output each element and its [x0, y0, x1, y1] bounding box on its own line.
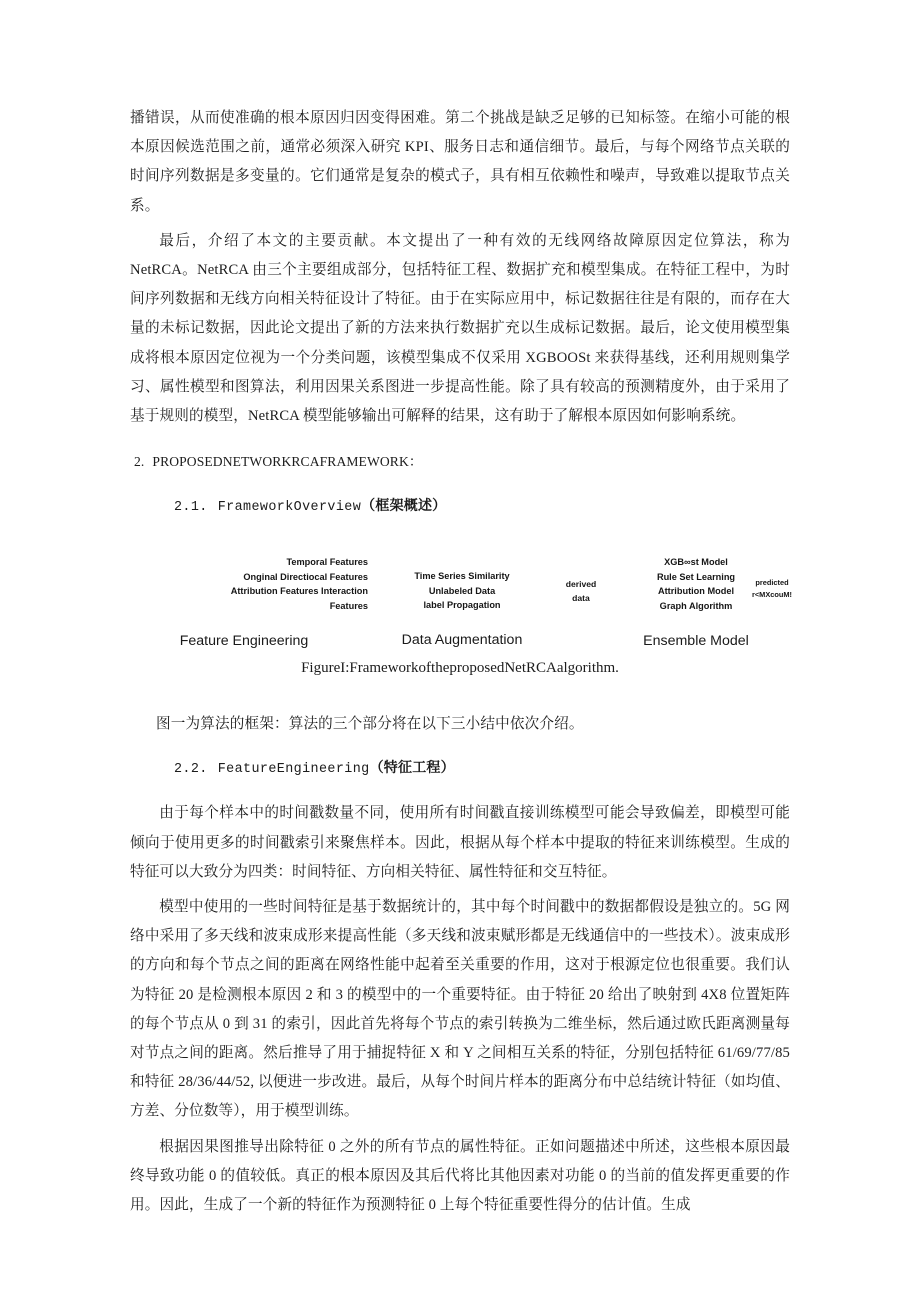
subsection-2-1-title-cn: （框架概述）: [361, 499, 447, 515]
figure-connector-derived-data: [550, 578, 612, 605]
subsection-heading-2-1: [174, 491, 790, 523]
figure-connector-2-line-2: r<MXcouM!: [751, 590, 793, 600]
section-heading-2: [134, 447, 790, 477]
subsection-2-1-title-en: FrameworkOverview: [217, 500, 362, 516]
subsection-2-1-number: 2.1.: [174, 500, 208, 516]
figure-item: Unlabeled Data: [428, 585, 496, 596]
figure-item: Time Series Similarity: [414, 571, 510, 582]
figure-item: Attribution Features Interaction: [230, 586, 368, 597]
figure-column-1-title: Feature Engineering: [179, 632, 309, 649]
figure-item: Attribution Model: [657, 586, 735, 597]
figure-item: Rule Set Learning: [656, 571, 736, 582]
paragraph-1: 播错误，从而使准确的根本原因归因变得困难。第二个挑战是缺乏足够的已知标签。在缩小可能的根本原因候选范围之前，通常必须深入研究 KPI、服务日志和通信细节。最后，与每个网络节点关联的时间序列数据是多变量的。它们通常是复杂的模式子，具有相互依赖性和噪声，导致难以提取节点关系。: [130, 110, 790, 214]
section-heading-2-title: PROPOSEDNETWORKRCAFRAMEWORK：: [152, 454, 423, 470]
paragraph-6: 根据因果图推导出除特征 0 之外的所有节点的属性特征。正如问题描述中所述，这些根本原因最终导致功能 0 的值较低。真正的根本原因及其后代将比其他因素对功能 0 的当前的值发挥更重要的作用。因此，生成了一个新的特征作为预测特征 0 上每个特征重要性得分的估计值。生成: [130, 1138, 790, 1214]
framework-figure: [130, 549, 793, 677]
figure-column-2-items: [380, 569, 544, 613]
subsection-2-2-title-en: FeatureEngineering: [217, 762, 370, 778]
figure-column-ensemble-model: [616, 555, 776, 648]
figure-item: Temporal Features: [286, 557, 368, 568]
subsection-heading-2-2: [174, 753, 790, 785]
subsection-2-2-number: 2.2.: [174, 762, 208, 778]
page-content: [130, 104, 793, 1226]
figure-connector-1-line-1: derived: [565, 579, 597, 590]
figure-connector-2-line-1: predicted: [755, 578, 789, 588]
figure-column-data-augmentation: [380, 569, 544, 648]
figure-column-1-items: [130, 555, 368, 613]
figure-item: label Propagation: [423, 600, 501, 611]
paragraph-4: 由于每个样本中的时间戳数量不同，使用所有时间戳直接训练模型可能会导致偏差，即模型可能倾向于使用更多的时间戳索引来聚焦样本。因此，根据从每个样本中提取的特征来训练模型。生成的特征可以大致分为四类：时间特征、方向相关特征、属性特征和交互特征。: [130, 805, 790, 880]
figure-caption: FigureI:FrameworkoftheproposedNetRCAalgorithm.: [301, 660, 619, 677]
figure-column-3-title: Ensemble Model: [643, 632, 749, 649]
figure-connector-predicted-results: [734, 577, 810, 601]
paragraph-3: 图一为算法的框架：算法的三个部分将在以下三小结中依次介绍。: [156, 716, 584, 733]
subsection-2-2-title-cn: （特征工程）: [369, 761, 455, 777]
section-heading-2-number: 2.: [134, 454, 145, 470]
figure-item: Graph Algorithm: [659, 601, 733, 612]
figure-item: Features: [329, 601, 368, 612]
figure-connector-1-line-2: data: [572, 592, 590, 603]
figure-column-2-title: Data Augmentation: [401, 632, 523, 649]
figure-column-feature-engineering: [130, 555, 368, 648]
figure-item: Onginal Directiocal Features: [243, 571, 368, 582]
figure-item: XGB∞st Model: [664, 557, 728, 568]
paragraph-2: 最后，介绍了本文的主要贡献。本文提出了一种有效的无线网络故障原因定位算法，称为 NetRCA。NetRCA 由三个主要组成部分，包括特征工程、数据扩充和模型集成。在特征工程中，为时间序列数据和无线方向相关特征设计了特征。由于在实际应用中，标记数据往往是有限的，而存在大量的未标记数据，因此论文提出了新的方法来执行数据扩充以生成标记数据。最后，论文使用模型集成将根本原因定位视为一个分类问题，该模型集成不仅采用 XGBOOSt 来获得基线，还利用规则集学习、属性模型和图算法，利用因果关系图进一步提高性能。除了具有较高的预测精度外，由于采用了基于规则的模型，NetRCA 模型能够输出可解释的结果，这有助于了解根本原因如何影响系统。: [130, 232, 790, 425]
paragraph-5: 模型中使用的一些时间特征是基于数据统计的，其中每个时间戳中的数据都假设是独立的。5G 网络中采用了多天线和波束成形来提高性能（多天线和波束赋形都是无线通信中的一些技术）。波束成形的方向和每个节点之间的距离在网络性能中起着至关重要的作用，这对于根源定位也很重要。我们认为特征 20 是检测根本原因 2 和 3 的模型中的一个重要特征。由于特征 20 给出了映射到 4X8 位置矩阵的每个节点从 0 到 31 的索引，因此首先将每个节点的索引转换为二维坐标，然后通过欧氏距离测量每对节点之间的距离。然后推导了用于捕捉特征 X 和 Y 之间相互关系的特征，分别包括特征 61/69/77/85 和特征 28/36/44/52, 以便进一步改进。最后，从每个时间片样本的距离分布中总结统计特征（如均值、方差、分位数等），用于模型训练。: [130, 899, 790, 1120]
